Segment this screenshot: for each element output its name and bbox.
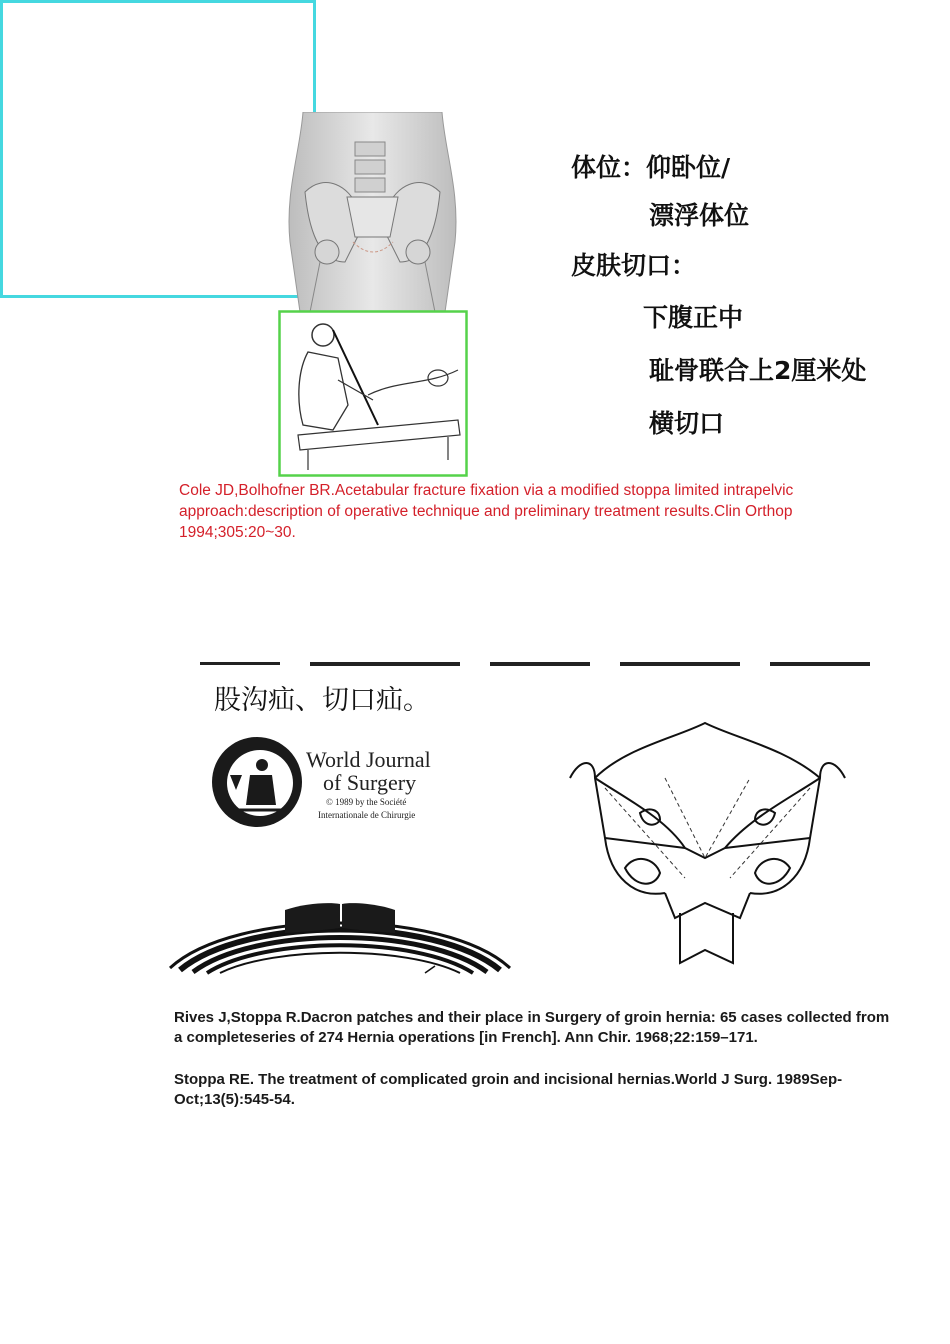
abdominal-wall-cross-section	[165, 888, 515, 978]
cropped-text-line	[190, 662, 880, 674]
journal-title-2: of Surgery	[323, 770, 417, 795]
incision-line-2: 耻骨联合上2厘米处	[649, 356, 867, 385]
incision-line-3: 横切口	[649, 409, 725, 438]
pelvis-illustration	[285, 112, 460, 312]
journal-seal-icon	[210, 735, 305, 830]
position-info-box	[0, 0, 316, 298]
journal-copyright-2: Internationale de Chirurgie	[318, 810, 416, 820]
reference-stoppa: Stoppa RE. The treatment of complicated groin and incisional hernias.World J Surg. 1989Sep-Oct;13(5):545-54.	[174, 1071, 843, 1108]
incision-heading: 皮肤切口：	[571, 251, 697, 280]
pelvis-line-drawing	[565, 718, 850, 968]
journal-copyright-1: © 1989 by the Société	[326, 797, 407, 807]
section-text: 股沟疝、切口疝。	[214, 685, 430, 716]
position-line-1: 体位：仰卧位/	[571, 153, 731, 182]
reference-cole: Cole JD,Bolhofner BR.Acetabular fracture fixation via a modified stoppa limited intrapelvic approach:description of operative technique and preliminary treatment results.Clin Orthop 1994;305:20~30.	[179, 482, 794, 541]
journal-title-1: World Journal	[306, 747, 431, 772]
position-line-2: 漂浮体位	[649, 201, 750, 230]
incision-line-1: 下腹正中	[643, 303, 744, 332]
surgery-illustration	[278, 310, 468, 477]
reference-rives: Rives J,Stoppa R.Dacron patches and their place in Surgery of groin hernia: 65 cases collected from a completeseries of 274 Hernia operations [in French]. Ann Chir. 1968;22:159–171.	[174, 1009, 890, 1046]
